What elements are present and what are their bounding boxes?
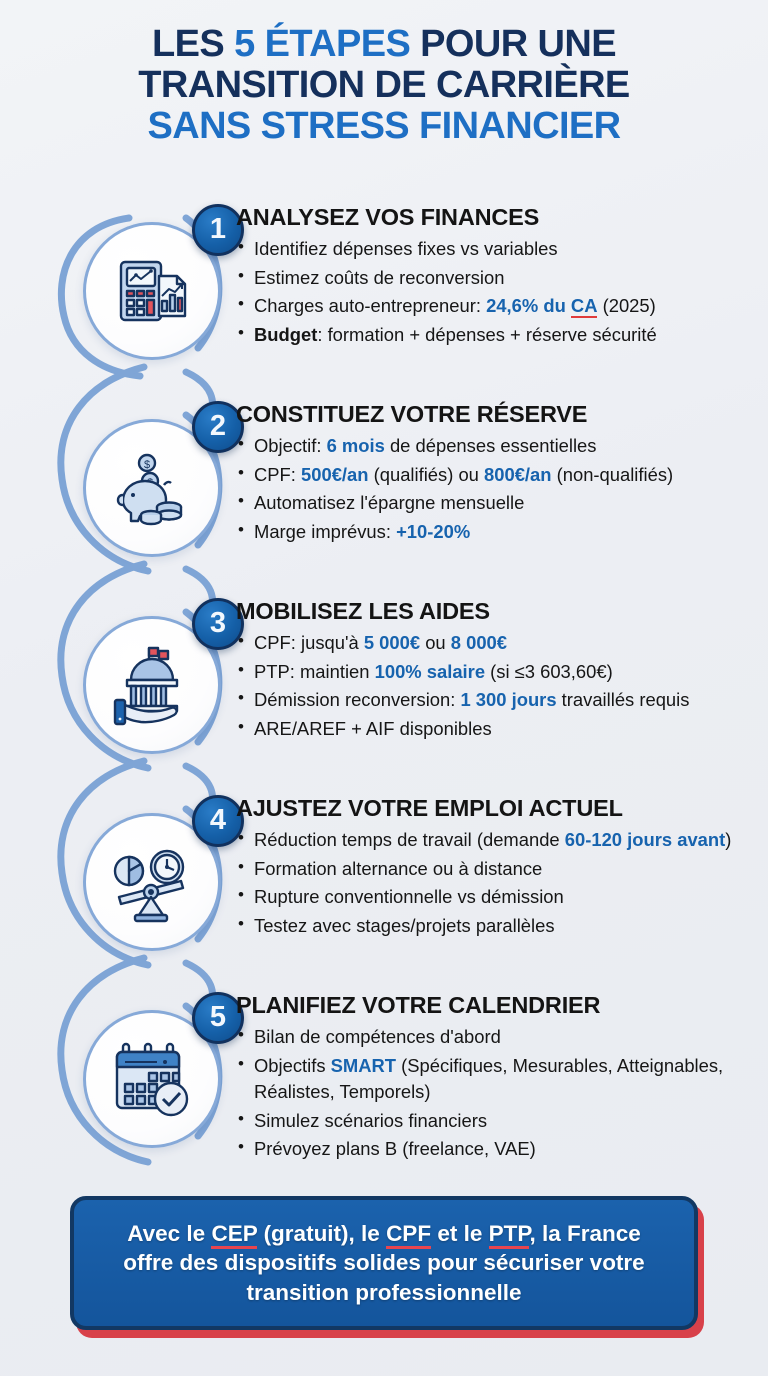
bullet-text: PTP: maintien [254, 660, 375, 682]
bullet-text: et le [431, 1221, 489, 1247]
bullet-text: Identifiez dépenses fixes vs variables [254, 238, 558, 260]
list-item [236, 519, 756, 546]
bullet-text: Automatisez l'épargne mensuelle [254, 492, 525, 514]
title-line-2: TRANSITION DE CARRIÈRE [138, 64, 630, 107]
step-5-content [236, 992, 756, 1165]
step-4 [0, 787, 768, 984]
bullet-highlight: +10-20% [396, 520, 471, 542]
list-item [236, 856, 756, 883]
bullet-highlight: 5 000€ [363, 632, 421, 654]
bullet-strong: Budget [254, 323, 318, 345]
step-5-number-badge: 5 [192, 992, 244, 1044]
banner-body [70, 1196, 698, 1330]
step-2-heading: CONSTITUEZ VOTRE RÉSERVE [236, 401, 588, 427]
list-item [236, 236, 756, 263]
bullet-text: : formation + dépenses + réserve sécurité [317, 323, 657, 345]
bullet-highlight: 8 000€ [450, 632, 508, 654]
bullet-highlight: 800€/an [484, 463, 552, 485]
bullet-highlight: 60-120 jours avant [564, 829, 726, 851]
step-1-heading: ANALYSEZ VOS FINANCES [236, 204, 540, 230]
svg-text:$: $ [143, 459, 151, 471]
step-4-artwork [36, 787, 227, 984]
list-item [236, 659, 756, 686]
step-5-heading: PLANIFIEZ VOTRE CALENDRIER [236, 992, 601, 1018]
steps-list [0, 196, 768, 1194]
page-title [0, 24, 768, 147]
list-item [236, 1024, 756, 1051]
step-4-content [236, 795, 756, 941]
bullet-text: Estimez coûts de reconversion [254, 266, 505, 288]
list-item [236, 687, 756, 714]
bullet-highlight: 500€/an [301, 463, 369, 485]
title-line-1-part-b: 5 ÉTAPES [234, 23, 411, 65]
step-2-number-badge: 2 [192, 401, 244, 453]
step-2-content [236, 401, 756, 547]
title-line-1 [0, 24, 768, 65]
bullet-text: (non-qualifiés) [551, 463, 674, 485]
list-item [236, 630, 756, 657]
step-1-number-badge: 1 [192, 204, 244, 256]
step-3-bullets [236, 630, 756, 742]
title-line-3: SANS STRESS FINANCIER [147, 105, 621, 148]
step-2-artwork [36, 393, 227, 590]
step-5 [0, 984, 768, 1194]
list-item [236, 913, 756, 940]
list-item [236, 1136, 756, 1163]
bullet-highlight: 100% salaire [374, 660, 486, 682]
list-item [236, 293, 756, 320]
step-2 [0, 393, 768, 590]
bullet-text: ARE/AREF + AIF disponibles [254, 717, 492, 739]
banner-underlined-term: PTP [489, 1221, 530, 1249]
banner-text [74, 1219, 694, 1307]
bullet-text: (si ≤3 603,60€) [485, 660, 613, 682]
conclusion-banner [70, 1196, 698, 1336]
banner-underlined-term: CPF [386, 1221, 431, 1249]
bullet-text: (2025) [597, 295, 656, 317]
bullet-highlight-underlined: CA [570, 295, 598, 317]
title-line-1-part-a: LES [152, 23, 235, 65]
bullet-text: Démission reconversion: [254, 689, 461, 711]
list-item [236, 322, 756, 349]
step-2-bullets [236, 433, 756, 545]
step-1-bullets [236, 236, 756, 348]
step-5-artwork [36, 984, 227, 1181]
step-1-artwork [36, 196, 227, 393]
bullet-text: Testez avec stages/projets parallèles [254, 914, 555, 936]
list-item [236, 433, 756, 460]
list-item [236, 1053, 756, 1106]
step-4-number-badge: 4 [192, 795, 244, 847]
bullet-highlight: 24,6% du [486, 295, 571, 317]
bullet-text: Objectif: [254, 435, 327, 457]
bullet-highlight: 6 mois [326, 435, 385, 457]
bullet-text: Réduction temps de travail (demande [254, 829, 565, 851]
list-item [236, 716, 756, 743]
step-3-artwork [36, 590, 227, 787]
bullet-text: de dépenses essentielles [384, 435, 597, 457]
bullet-text: (Spécifiques, Mesurables, Atteignables, Réalistes, Temporels) [254, 1054, 724, 1103]
bullet-text: Objectifs [254, 1054, 331, 1076]
list-item [236, 265, 756, 292]
step-3-number-badge: 3 [192, 598, 244, 650]
list-item [236, 462, 756, 489]
bullet-text: CPF: [254, 463, 302, 485]
bullet-text: Simulez scénarios financiers [254, 1109, 488, 1131]
list-item [236, 827, 756, 854]
step-4-bullets [236, 827, 756, 939]
bullet-text: Rupture conventionnelle vs démission [254, 886, 564, 908]
step-3 [0, 590, 768, 787]
step-5-bullets [236, 1024, 756, 1163]
bullet-text: ) [725, 829, 732, 851]
step-3-heading: MOBILISEZ LES AIDES [236, 598, 490, 624]
list-item [236, 1108, 756, 1135]
list-item [236, 490, 756, 517]
bullet-text: (gratuit), le [257, 1221, 387, 1247]
bullet-text: Charges auto-entrepreneur: [254, 295, 487, 317]
bullet-text: , la France offre des dispositifs solides pour sécuriser votre transition professionnelle [123, 1221, 645, 1305]
banner-underlined-term: CEP [211, 1221, 257, 1249]
bullet-text: CPF: jusqu'à [254, 632, 364, 654]
bullet-text: ou [420, 632, 451, 654]
step-1-content [236, 204, 756, 350]
step-4-heading: AJUSTEZ VOTRE EMPLOI ACTUEL [236, 795, 623, 821]
bullet-text: Bilan de compétences d'abord [254, 1026, 501, 1048]
bullet-text: travaillés requis [556, 689, 690, 711]
bullet-text: Marge imprévus: [254, 520, 397, 542]
title-line-1-part-c: POUR UNE [410, 23, 616, 65]
step-3-content [236, 598, 756, 744]
list-item [236, 884, 756, 911]
bullet-text: (qualifiés) ou [368, 463, 485, 485]
bullet-highlight: 1 300 jours [460, 689, 557, 711]
bullet-text: Formation alternance ou à distance [254, 857, 543, 879]
bullet-highlight: SMART [330, 1054, 397, 1076]
step-1 [0, 196, 768, 393]
bullet-text: Avec le [127, 1221, 212, 1247]
bullet-text: Prévoyez plans B (freelance, VAE) [254, 1138, 536, 1160]
